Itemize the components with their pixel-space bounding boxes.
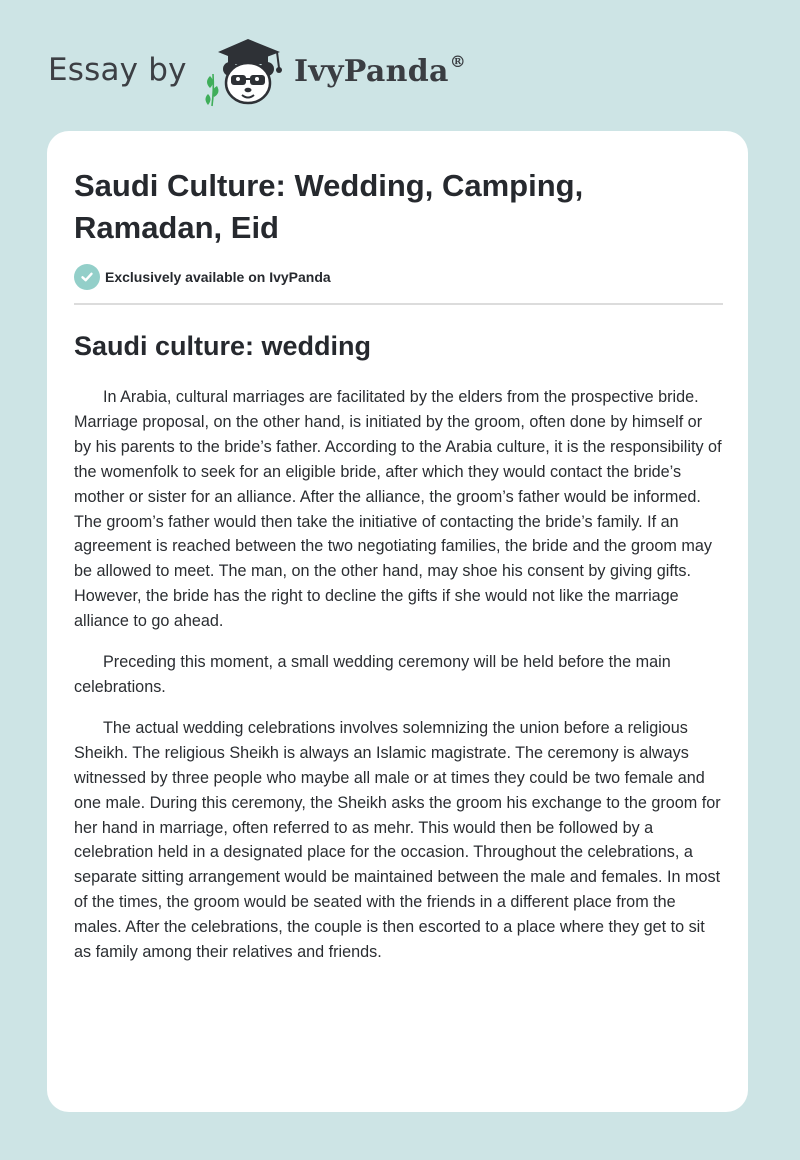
exclusive-badge	[74, 263, 723, 291]
body-paragraph: Preceding this moment, a small wedding ceremony will be held before the main celebrations.	[74, 653, 671, 696]
checkmark-icon	[74, 264, 100, 290]
section-heading: Saudi culture: wedding	[74, 331, 372, 361]
essay-title: Saudi Culture: Wedding, Camping, Ramadan, Eid	[74, 168, 584, 245]
brand-name[interactable]: IvyPanda®	[294, 52, 467, 89]
ivypanda-panda-logo-icon[interactable]	[202, 36, 294, 108]
exclusive-badge-text: Exclusively available on IvyPanda	[105, 269, 331, 285]
body-paragraph: The actual wedding celebrations involves solemnizing the union before a religious Sheikh. The religious Sheikh is always an Islamic magistrate. The ceremony is always witnessed by three people who maybe all male or at times they could be two female and one male. During this ceremony, the Sheikh asks the groom his exchange to the groom for her hand in marriage, often referred to as mehr. This would then be followed by a celebration held in a designated place for the occasion. Throughout the celebrations, a separate sitting arrangement would be maintained between the male and females. In most of the times, the groom would be seated with the friends in a different place from the males. After the celebrations, the couple is then escorted to a place where they get to sit as family among their relatives and friends.	[74, 718, 721, 962]
site-header	[48, 36, 508, 108]
essay-card	[47, 131, 748, 1112]
essay-by-label: Essay by	[48, 52, 187, 88]
essay-content	[74, 165, 723, 965]
body-paragraph: In Arabia, cultural marriages are facilitated by the elders from the prospective bride. Marriage proposal, on the other hand, is initiated by the groom, often done by himself or by his parents to the bride’s father. According to the Arabia culture, it is the responsibility of the womenfolk to seek for an eligible bride, after which they would contact the bride’s mother or sister for an alliance. After the alliance, the groom’s father would be informed. The groom’s father would then take the initiative of contacting the bride’s family. If an agreement is reached between the two negotiating families, the bride and the groom may be allowed to meet. The man, on the other hand, may shoe his consent by giving gifts. However, the bride has the right to decline the gifts if she would not like the marriage alliance to go ahead.	[74, 388, 722, 631]
title-divider	[74, 303, 723, 305]
